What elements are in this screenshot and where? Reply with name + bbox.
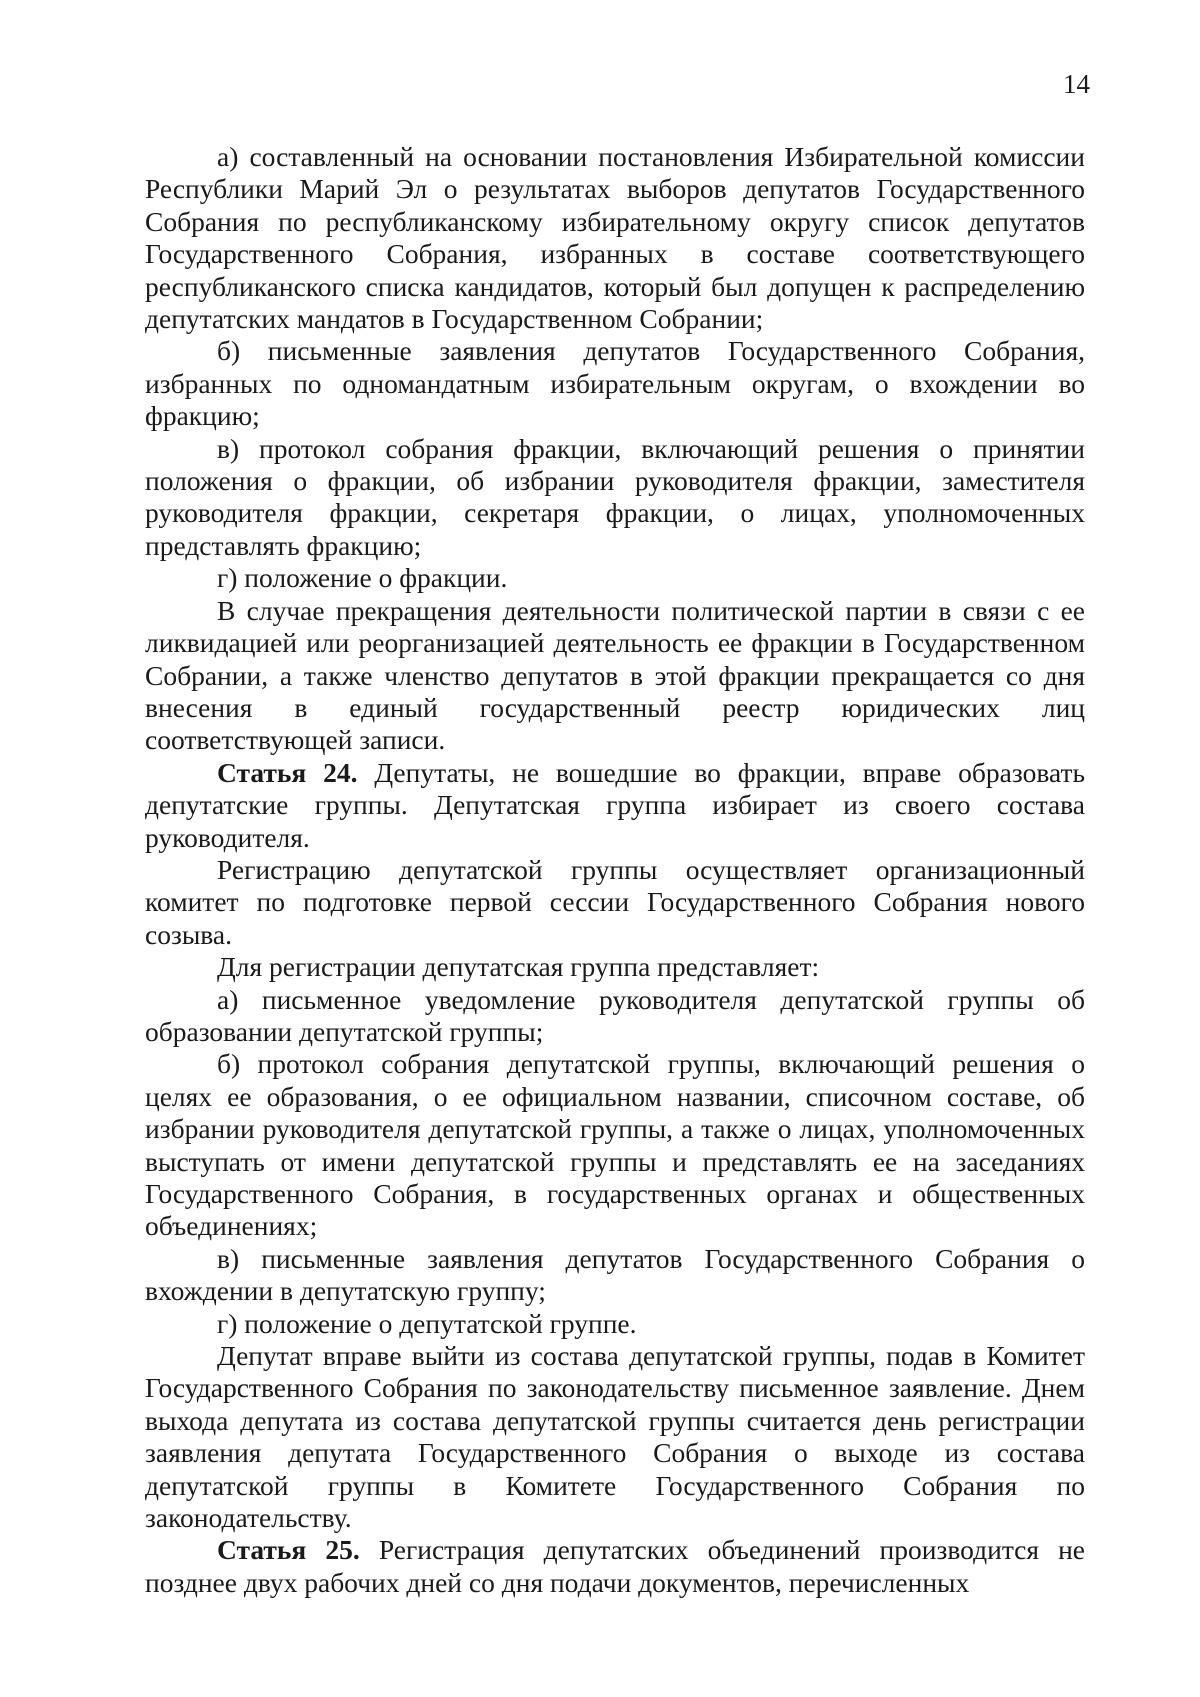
paragraph-text: а) письменное уведомление руководителя депутатской группы об образовании депутатской группы; — [145, 983, 1085, 1047]
article-25 — [145, 1534, 1085, 1599]
paragraph-text: Для регистрации депутатская группа представляет: — [217, 951, 820, 983]
paragraph-7 — [145, 854, 1085, 951]
paragraph-text: г) положение о депутатской группе. — [217, 1307, 637, 1339]
paragraph-text: б) письменные заявления депутатов Государственного Собрания, избранных по одномандатным избирательным округам, о вхождении во фракцию; — [145, 335, 1085, 432]
paragraph-text: Депутаты, не вошедшие во фракции, вправе образовать депутатские группы. Депутатская группа избирает из своего состава руководителя. — [145, 756, 1086, 853]
paragraph-12 — [145, 1308, 1085, 1340]
document-body — [145, 141, 1085, 1599]
paragraph-text: Регистрация депутатских объединений производится не позднее двух рабочих дней со дня подачи документов, перечисленных — [145, 1534, 1086, 1598]
paragraph-9 — [145, 984, 1085, 1049]
paragraph-text: б) протокол собрания депутатской группы, включающий решения о целях ее образования, о ее официальном названии, списочном составе, об избрании руководителя депутатской группы, а также о лицах, уполномоченных выступать от имени депутатской группы и представлять ее на заседаниях Государственного Собрания, в государственных органах и общественных объединениях; — [145, 1048, 1085, 1242]
paragraph-text: а) составленный на основании постановления Избирательной комиссии Республики Марий Эл о результатах выборов депутатов Государственного Собрания по республиканскому избирательному округу список депутатов Государственного Собрания, избранных в составе соответствующего республиканского списка кандидатов, который был допущен к распределению депутатских мандатов в Государственном Собрании; — [145, 141, 1085, 335]
paragraph-13 — [145, 1340, 1085, 1534]
paragraph-4 — [145, 562, 1085, 594]
page-number: 14 — [1063, 69, 1090, 99]
paragraph-5 — [145, 595, 1085, 757]
paragraph-text: Регистрацию депутатской группы осуществляет организационный комитет по подготовке первой сессии Государственного Собрания нового созыва. — [145, 853, 1085, 950]
paragraph-text: В случае прекращения деятельности политической партии в связи с ее ликвидацией или реорганизацией деятельность ее фракции в Государственном Собрании, а также членство депутатов в этой фракции прекращается со дня внесения в единый государственный реестр юридических лиц соответствующей записи. — [145, 594, 1085, 756]
paragraph-text: в) протокол собрания фракции, включающий решения о принятии положения о фракции, об избрании руководителя фракции, заместителя руководителя фракции, секретаря фракции, о лицах, уполномоченных представлять фракцию; — [145, 432, 1085, 561]
paragraph-1 — [145, 141, 1085, 335]
paragraph-10 — [145, 1048, 1085, 1242]
article-title: Статья 24. — [217, 756, 358, 788]
article-24 — [145, 757, 1085, 854]
article-title: Статья 25. — [217, 1534, 360, 1566]
paragraph-3 — [145, 433, 1085, 563]
paragraph-text: в) письменные заявления депутатов Государственного Собрания о вхождении в депутатскую группу; — [145, 1242, 1085, 1307]
paragraph-11 — [145, 1243, 1085, 1308]
paragraph-2 — [145, 335, 1085, 432]
paragraph-text: Депутат вправе выйти из состава депутатской группы, подав в Комитет Государственного Собрания по законодательству письменное заявление. Днем выхода депутата из состава депутатской группы считается день регистрации заявления депутата Государственного Собрания о выходе из состава депутатской группы в Комитете Государственного Собрания по законодательству. — [145, 1340, 1085, 1534]
paragraph-text: г) положение о фракции. — [217, 562, 508, 594]
paragraph-8 — [145, 951, 1085, 983]
